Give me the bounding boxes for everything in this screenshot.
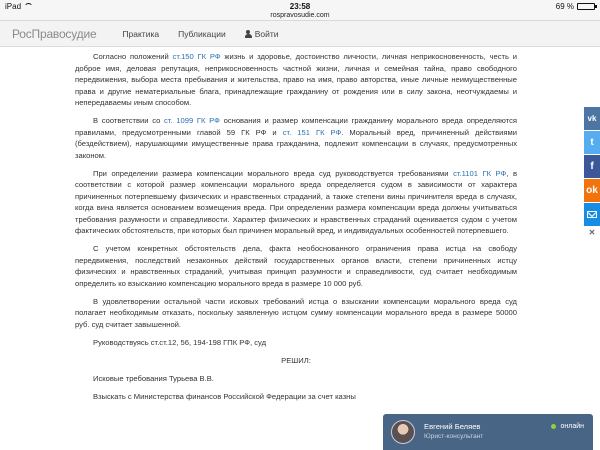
nav-publications[interactable]: Публикации: [178, 28, 226, 39]
paragraph-1: [75, 51, 517, 109]
share-sidebar: [584, 107, 600, 238]
p3-text-a: При определении размера компенсации морального вреда суд руководствуется требованиями: [93, 168, 454, 178]
status-time: 23:58: [289, 1, 311, 11]
avatar: [391, 420, 415, 444]
paragraph-4: С учетом конкретных обстоятельств дела, факта необоснованного ограничения права истца на свободу передвижения, последствий незаконных действий государственных органов власти, степени причиненных истцу физических и нравственных страданий, учитывая принцип разумности и справедливости, суд считает необходимым определить ко взысканию компенсацию морального вреда в размере 10 000 руб.: [75, 244, 517, 288]
facebook-icon: f: [590, 161, 594, 172]
odnoklassniki-share-button[interactable]: [584, 179, 600, 202]
consultant-name: Евгений Беляев: [424, 422, 481, 431]
document-text: [75, 51, 517, 409]
mail-icon: [587, 211, 597, 218]
vk-icon: vk: [587, 114, 597, 123]
paragraph-5: В удовлетворении остальной части исковых требований истца о взыскании компенсации морального вреда суд полагает необходимым отказать, поскольку заявленную истцом сумму компенсации морального вреда в размере 50000 руб. суд считает завышенной.: [75, 296, 517, 329]
nav-practice[interactable]: Практика: [122, 28, 160, 39]
vk-share-button[interactable]: [584, 107, 600, 130]
p1-text-b: жизнь и здоровье, достоинство личности, личная неприкосновенность, честь и доброе имя, деловая репутация, неприкосновенность частной жизни, личная и семейная тайна, право свободного передвижения, выбора места пребывания и жительства, право на имя, право авторства, иные личные неимущественные права и другие нематериальные блага, принадлежащие гражданину от рождения или в силу закона, неотчуждаемы и непередаваемы иным способом.: [75, 52, 517, 107]
online-status-label: онлайн: [560, 423, 584, 430]
site-header: [0, 21, 600, 47]
paragraph-3: [75, 168, 517, 237]
paragraph-9: Взыскать с Министерства финансов Российской Федерации за счет казны: [93, 392, 356, 401]
link-st150[interactable]: ст.150 ГК РФ: [172, 52, 221, 61]
chat-consultant-info: [424, 422, 483, 442]
paragraph-2: [75, 115, 517, 161]
paragraph-8: Исковые требования Турьева В.В.: [93, 374, 214, 383]
status-left: [5, 2, 33, 11]
email-share-button[interactable]: [584, 203, 600, 226]
status-bar: [0, 0, 600, 12]
status-right: [556, 2, 595, 11]
login-button[interactable]: [245, 29, 279, 39]
p2-text-c: . Моральный вред, причиненный действиями (бездействием), нарушающими имущественные права гражданина, подлежит компенсации в случаях, предусмотренных законом.: [75, 127, 517, 160]
link-st151[interactable]: ст. 151 ГК РФ: [282, 127, 342, 137]
resolution-heading: РЕШИЛ:: [281, 355, 311, 365]
facebook-share-button[interactable]: [584, 155, 600, 178]
user-icon: [245, 30, 252, 38]
paragraph-6: Руководствуясь ст.ст.12, 56, 194-198 ГПК РФ, суд: [93, 337, 267, 347]
online-dot-icon: [551, 424, 556, 429]
link-st1101[interactable]: ст.1101 ГК РФ: [453, 168, 507, 178]
close-share-button[interactable]: [584, 227, 600, 237]
odnoklassniki-icon: ok: [586, 185, 598, 196]
device-name: iPad: [5, 1, 22, 11]
p2-text-b: основания и размер компенсации гражданину морального вреда определяются правилами, предусмотренными главой 59 ГК РФ и: [75, 116, 517, 137]
close-icon: ✕: [588, 227, 596, 237]
p3-text-b: , в соответствии с которой размер компенсации морального вреда определяется судом в зависимости от характера причиненных потерпевшему физических и нравственных страданий, а также степени вины причинителя вреда в случаях, когда вина является основанием возмещения вреда. При определении размера компенсации вреда должны учитываться требования разумности и справедливости. Характер физических и нравственных страданий оценивается судом с учетом фактических обстоятельств, при которых был причинен моральный вред, и индивидуальных особенностей потерпевшего.: [75, 168, 517, 235]
battery-icon: [577, 3, 595, 10]
p2-text-a: В соответствии со: [93, 116, 165, 125]
url-bar[interactable]: rospravosudie.com: [0, 12, 600, 21]
chat-widget[interactable]: [383, 414, 593, 450]
main-nav: [122, 29, 278, 39]
twitter-icon: t: [590, 137, 594, 148]
battery-percent: 69 %: [555, 1, 574, 11]
twitter-share-button[interactable]: [584, 131, 600, 154]
wifi-icon: [24, 3, 33, 10]
login-label: Войти: [254, 28, 279, 39]
p1-text-a: Согласно положений: [93, 52, 173, 61]
link-st1099[interactable]: ст. 1099 ГК РФ: [164, 116, 220, 125]
site-logo[interactable]: РосПравосудие: [12, 26, 97, 41]
consultant-role: Юрист-консультант: [424, 433, 484, 440]
online-status: [551, 423, 584, 430]
